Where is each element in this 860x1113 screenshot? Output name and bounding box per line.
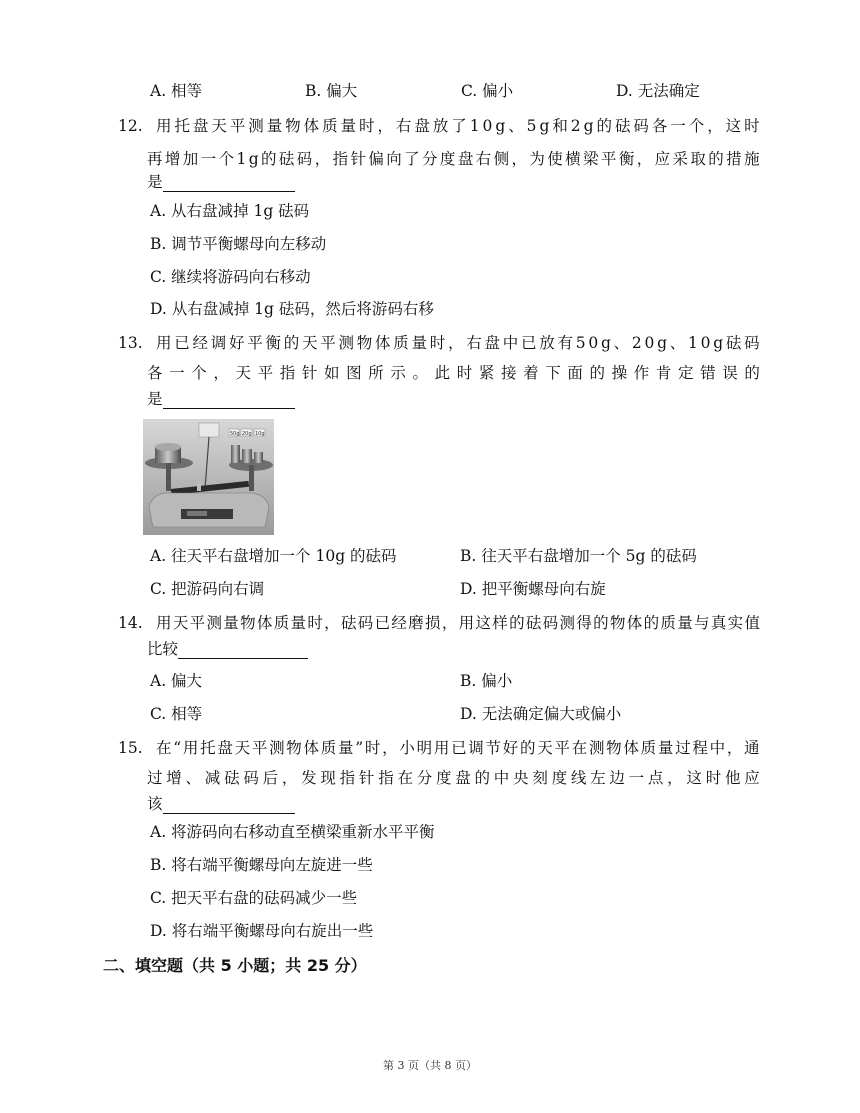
option-c: C. 把游码向右调 [150,580,265,598]
answer-blank[interactable] [163,392,295,409]
question-text: 各 一 个 ， 天 平 指 针 如 图 所 示 。 此 时 紧 接 着 下 面 的 操 作 肯 定 错 误 的 [147,364,760,382]
option-a: A. 相等 [150,82,203,100]
option-d: D. 把平衡螺母向右旋 [460,580,606,598]
option-a: A. 往天平右盘增加一个 10g 的砝码 [150,547,397,565]
answer-blank[interactable] [163,175,295,192]
option-b: B. 偏小 [460,672,513,690]
option-d: D. 从右盘减掉 1g 砝码，然后将游码右移 [150,300,434,318]
option-c: C. 相等 [150,705,203,723]
option-d: D. 将右端平衡螺母向右旋出一些 [150,922,374,940]
weight-label: 10g [255,431,265,437]
balance-figure [143,419,274,535]
option-b: B. 往天平右盘增加一个 5g 的砝码 [460,547,697,565]
option-a: A. 从右盘减掉 1g 砝码 [150,202,310,220]
option-c: C. 把天平右盘的砝码减少一些 [150,889,358,907]
question-text: 再 增 加 一 个 1 g 的 砝 码 ， 指 针 偏 向 了 分 度 盘 右 侧 ， 为 使 横 梁 平 衡 ， 应 采 取 的 措 施 [147,150,760,168]
weight-label: 20g [242,431,252,437]
option-c: C. 偏小 [461,82,514,100]
answer-blank[interactable] [163,797,295,814]
question-number: 15. [118,739,143,757]
question-number: 12. [118,117,143,135]
answer-line: 比较 [147,639,308,659]
question-text: 用 天 平 测 量 物 体 质 量 时 ， 砝 码 已 经 磨 损 ， 用 这 样 的 砝 码 测 得 的 物 体 的 质 量 与 真 实 值 [156,614,760,632]
weight-label: 50g [230,431,240,437]
option-a: A. 偏大 [150,672,203,690]
option-a: A. 将游码向右移动直至横梁重新水平平衡 [150,823,435,841]
answer-line: 是 [147,172,295,192]
page-footer: 第 3 页（共 8 页） [383,1059,477,1072]
option-d: D. 无法确定偏大或偏小 [460,705,622,723]
question-text: 在 “ 用 托 盘 天 平 测 物 体 质 量 ” 时 ， 小 明 用 已 调 节 好 的 天 平 在 测 物 体 质 量 过 程 中 ， 通 [156,739,760,757]
option-b: B. 将右端平衡螺母向左旋进一些 [150,856,373,874]
option-b: B. 偏大 [305,82,358,100]
answer-line: 是 [147,389,295,409]
question-text: 用 托 盘 天 平 测 量 物 体 质 量 时 ， 右 盘 放 了 1 0 g 、 5 g 和 2 g 的 砝 码 各 一 个 ， 这 时 [156,117,760,135]
option-c: C. 继续将游码向右移动 [150,268,311,286]
option-d: D. 无法确定 [616,82,700,100]
answer-blank[interactable] [178,642,308,659]
question-number: 13. [118,334,143,352]
question-text: 用 已 经 调 好 平 衡 的 天 平 测 物 体 质 量 时 ， 右 盘 中 已 放 有 5 0 g 、 2 0 g 、 1 0 g 砝 码 [156,334,760,352]
question-text: 过 增 、 减 砝 码 后 ， 发 现 指 针 指 在 分 度 盘 的 中 央 刻 度 线 左 边 一 点 ， 这 时 他 应 [147,769,760,787]
section-heading: 二、填空题（共 5 小题；共 25 分） [103,956,367,975]
answer-line: 该 [147,794,295,814]
option-b: B. 调节平衡螺母向左移动 [150,235,327,253]
question-number: 14. [118,614,143,632]
